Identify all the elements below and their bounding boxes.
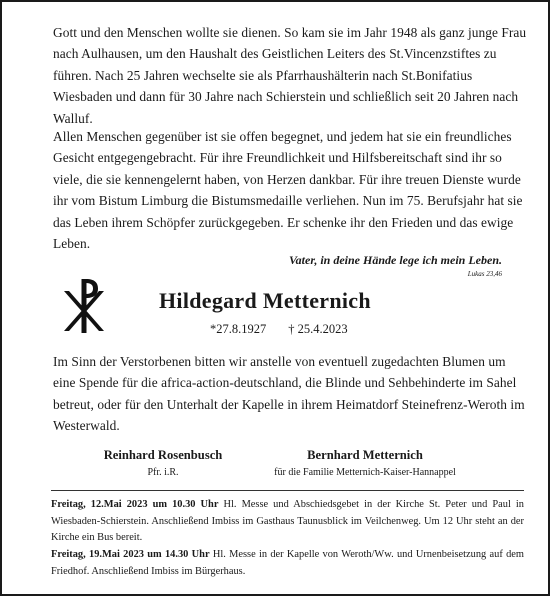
event-weroth: [51, 547, 524, 580]
life-dates: [210, 322, 348, 337]
signatory-role: für die Familie Metternich-Kaiser-Hannappel: [274, 467, 456, 478]
signatory-role: Pfr. i.R.: [147, 467, 179, 478]
event-description: Hl. Messe in der Kapelle von Weroth/Ww. und Urnenbeisetzung auf dem Friedhof. Anschließend Imbiss im Bürgerhaus.: [51, 549, 524, 577]
event-description: Hl. Messe und Abschiedsgebet in der Kirche St. Peter und Paul in Wiesbaden-Schierstein. Anschließend Imbiss im Gasthaus Taunusblick im Veilchenweg. Um 12 Uhr steht an der Kirche ein Bus bereit.: [51, 499, 524, 543]
biography-paragraph: Gott und den Menschen wollte sie dienen. So kam sie im Jahr 1948 als ganz junge Frau nach Aulhausen, um den Haushalt des Geistlichen Leiters des St.Vincenzstiftes zu führen. Nach 25 Jahren wechselte sie als Pfarrhaushälterin nach St.Bonifatius Wiesbaden und dann für 30 Jahre nach Schierstein und schließlich seit 20 Jahren nach Walluf.: [53, 25, 527, 126]
signatory-name: Reinhard Rosenbusch: [103, 448, 223, 462]
donation-request: Im Sinn der Verstorbenen bitten wir anstelle von eventuell zugedachten Blumen um eine Spende für die africa-action-deutschland, die Blinde und Sehbehinderte im Sahel betreut, oder für den Unterhalt der Kapelle in ihrem Heimatdorf Steinefrenz-Weroth im Westerwald.: [53, 354, 525, 434]
bible-quote-source: Lukas 23,46: [467, 270, 502, 278]
deceased-name: Hildegard Metternich: [159, 288, 371, 313]
signatory-name: Bernhard Metternich: [307, 448, 423, 462]
signatory-rosenbusch: [88, 448, 238, 478]
event-schierstein: [51, 497, 524, 547]
tribute-paragraph: Allen Menschen gegenüber ist sie offen begegnet, und jedem hat sie ein freundliches Gesicht entgegengebracht. Für ihre Freundlichkeit und Hilfsbereitschaft sind ihr so viele, die sie kennengelernt haben, von Herzen dankbar. Für ihre treuen Dienste wurde ihr vom Bistum Limburg die Bistumsmedaille verliehen. Nun im 75. Berufsjahr hat sie das Leben ihrem Schöpfer zurückgegeben. Er schenke ihr den Frieden und das ewige Leben.: [53, 129, 523, 252]
event-date: Freitag, 12.Mai 2023 um 10.30 Uhr: [51, 499, 219, 510]
chi-rho-icon: [62, 269, 106, 333]
event-date: Freitag, 19.Mai 2023 um 14.30 Uhr: [51, 549, 210, 560]
bible-quote: Vater, in deine Hände lege ich mein Leben.: [289, 253, 502, 267]
divider: [51, 490, 524, 491]
signatory-metternich: [260, 448, 470, 478]
birth-date: *27.8.1927: [210, 322, 267, 336]
death-date: † 25.4.2023: [288, 322, 348, 336]
